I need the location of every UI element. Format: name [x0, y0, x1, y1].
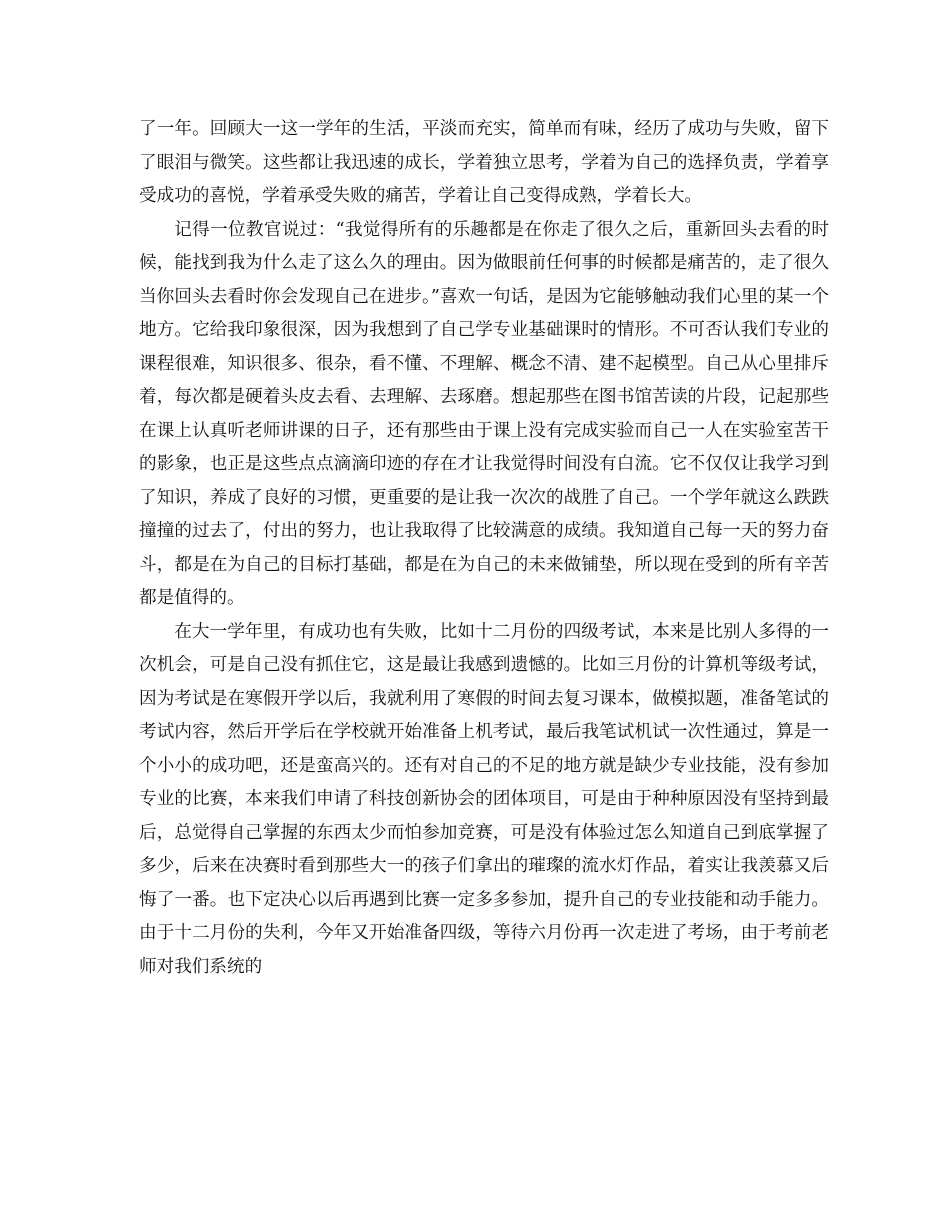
paragraph-2: 记得一位教官说过：“我觉得所有的乐趣都是在你走了很久之后，重新回头去看的时候，能找到我为什么走了这么久的理由。因为做眼前任何事的时候都是痛苦的，走了很久当你回头去看时你会发现自己在进步。”喜欢一句话，是因为它能够触动我们心里的某一个地方。它给我印象很深，因为我想到了自己学专业基础课时的情形。不可否认我们专业的课程很难，知识很多、很杂，看不懂、不理解、概念不清、建不起模型。自己从心里排斥着，每次都是硬着头皮去看、去理解、去琢磨。想起那些在图书馆苦读的片段，记起那些在课上认真听老师讲课的日子，还有那些由于课上没有完成实验而自己一人在实验室苦干的影象，也正是这些点点滴滴印迹的存在才让我觉得时间没有白流。它不仅仅让我学习到了知识，养成了良好的习惯，更重要的是让我一次次的战胜了自己。一个学年就这么跌跌撞撞的过去了，付出的努力，也让我取得了比较满意的成绩。我知道自己每一天的努力奋斗，都是在为自己的目标打基础，都是在为自己的未来做铺垫，所以现在受到的所有辛苦都是值得的。 — [139, 219, 829, 608]
document-body — [139, 113, 829, 984]
paragraph-3: 在大一学年里，有成功也有失败，比如十二月份的四级考试，本来是比别人多得的一次机会，可是自己没有抓住它，这是最让我感到遗憾的。比如三月份的计算机等级考试，因为考试是在寒假开学以后，我就利用了寒假的时间去复习课本，做模拟题，准备笔试的考试内容，然后开学后在学校就开始准备上机考试，最后我笔试机试一次性通过，算是一个小小的成功吧，还是蛮高兴的。还有对自己的不足的地方就是缺少专业技能，没有参加专业的比赛，本来我们申请了科技创新协会的团体项目，可是由于种种原因没有坚持到最后，总觉得自己掌握的东西太少而怕参加竞赛，可是没有体验过怎么知道自己到底掌握了多少，后来在决赛时看到那些大一的孩子们拿出的璀璨的流水灯作品，着实让我羡慕又后悔了一番。也下定决心以后再遇到比赛一定多多参加，提升自己的专业技能和动手能力。由于十二月份的失利，今年又开始准备四级，等待六月份再一次走进了考场，由于考前老师对我们系统的 — [139, 621, 829, 977]
paragraph-1: 了一年。回顾大一这一学年的生活，平淡而充实，简单而有味，经历了成功与失败，留下了眼泪与微笑。这些都让我迅速的成长，学着独立思考，学着为自己的选择负责，学着享受成功的喜悦，学着承受失败的痛苦，学着让自己变得成熟，学着长大。 — [139, 119, 829, 206]
